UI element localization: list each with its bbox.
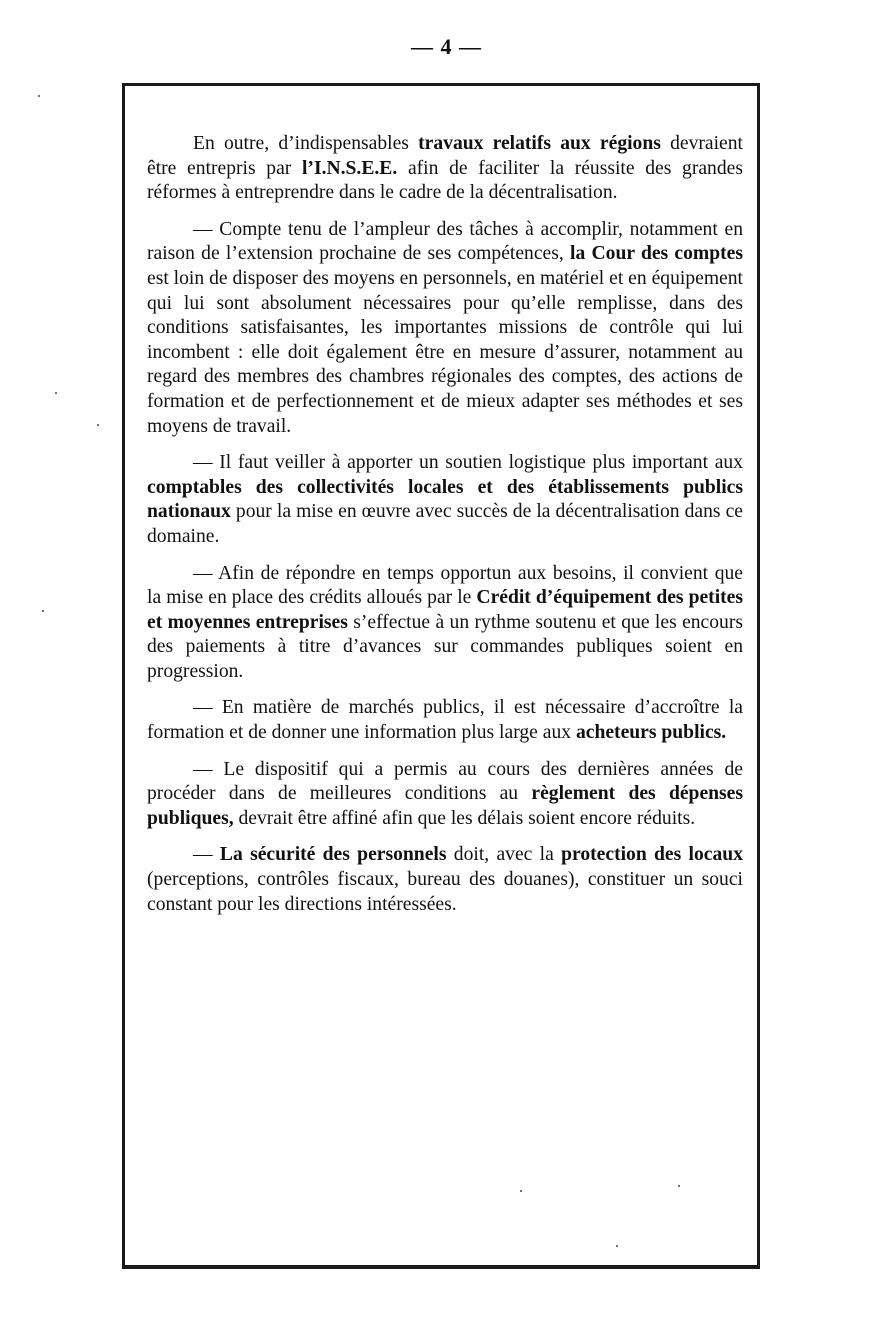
scan-speck xyxy=(678,1185,680,1187)
scan-speck xyxy=(38,95,40,97)
scan-speck xyxy=(616,1245,618,1247)
paragraph-marches-publics: — En matière de marchés publics, il est nécessaire d’accroître la formation et de donner une information plus large aux acheteurs publics. xyxy=(147,697,743,744)
bold-acheteurs-publics: acheteurs publics. xyxy=(575,722,727,744)
paragraph-securite: — La sécurité des personnels doit, avec la protection des locaux (perceptions, contrôles fiscaux, bureau des douanes), constituer un souci constant pour les directions intéressées. xyxy=(147,844,743,915)
bold-securite-personnels: La sécurité des personnels xyxy=(219,844,447,866)
bold-travaux-regions: travaux relatifs aux régions xyxy=(418,133,661,154)
scan-speck xyxy=(520,1190,522,1192)
paragraph-cour-des-comptes: — Compte tenu de l’ampleur des tâches à accomplir, notamment en raison de l’extension prochaine de ses compétences, la Cour des comptes est loin de disposer des moyens en personnels, en matériel et en équipement qui lui sont absolument nécessaires pour qu’elle remplisse, dans des conditions satisfaisantes, les importantes missions de contrôle qui lui incombent : elle doit également être en mesure d’assurer, notamment au regard des membres des chambres régionales des comptes, des actions de formation et de perfectionnement et de mieux adapter ses méthodes et ses moyens de travail. xyxy=(147,218,743,437)
scan-speck xyxy=(42,610,44,612)
paragraph-credit-equipement: — Afin de répondre en temps opportun aux besoins, il convient que la mise en place des crédits alloués par le Crédit d’équipement des petites et moyennes entreprises s’effectue à un rythme soutenu et que les encours des paiements à titre d’avances sur commandes publiques soient en progression. xyxy=(147,562,743,682)
paragraph-reglement-depenses: — Le dispositif qui a permis au cours des dernières années de procéder dans de meilleures conditions au règlement des dépenses publiques, devrait être affiné afin que les délais soient encore réduits. xyxy=(147,758,743,829)
paragraph-comptables: — Il faut veiller à apporter un soutien logistique plus important aux comptables des collectivités locales et des établissements publics nationaux pour la mise en œuvre avec succès de la décentralisation dans ce domaine. xyxy=(147,452,743,547)
bold-credit-equipement: Crédit d’équipement des petites et moyennes entreprises xyxy=(147,587,743,633)
page-number: — 4 — xyxy=(411,34,482,59)
bold-protection-locaux: protection des locaux xyxy=(561,844,743,866)
bold-insee: l’I.N.S.E.E. xyxy=(301,157,398,179)
document-body xyxy=(147,132,743,929)
bold-reglement-depenses: règlement des dépenses publiques, xyxy=(147,783,743,829)
scan-speck xyxy=(55,392,57,394)
scan-speck xyxy=(97,424,99,426)
bold-comptables: comptables des collectivités locales et des établissements publics nationaux xyxy=(147,476,743,523)
paragraph-regions: En outre, d’indispensables travaux relatifs aux régions devraient être entrepris par l’I.N.S.E.E. afin de faciliter la réussite des grandes réformes à entreprendre dans le cadre de la décentralisation. xyxy=(147,133,743,204)
bold-cour-des-comptes: la Cour des comptes xyxy=(570,243,743,265)
